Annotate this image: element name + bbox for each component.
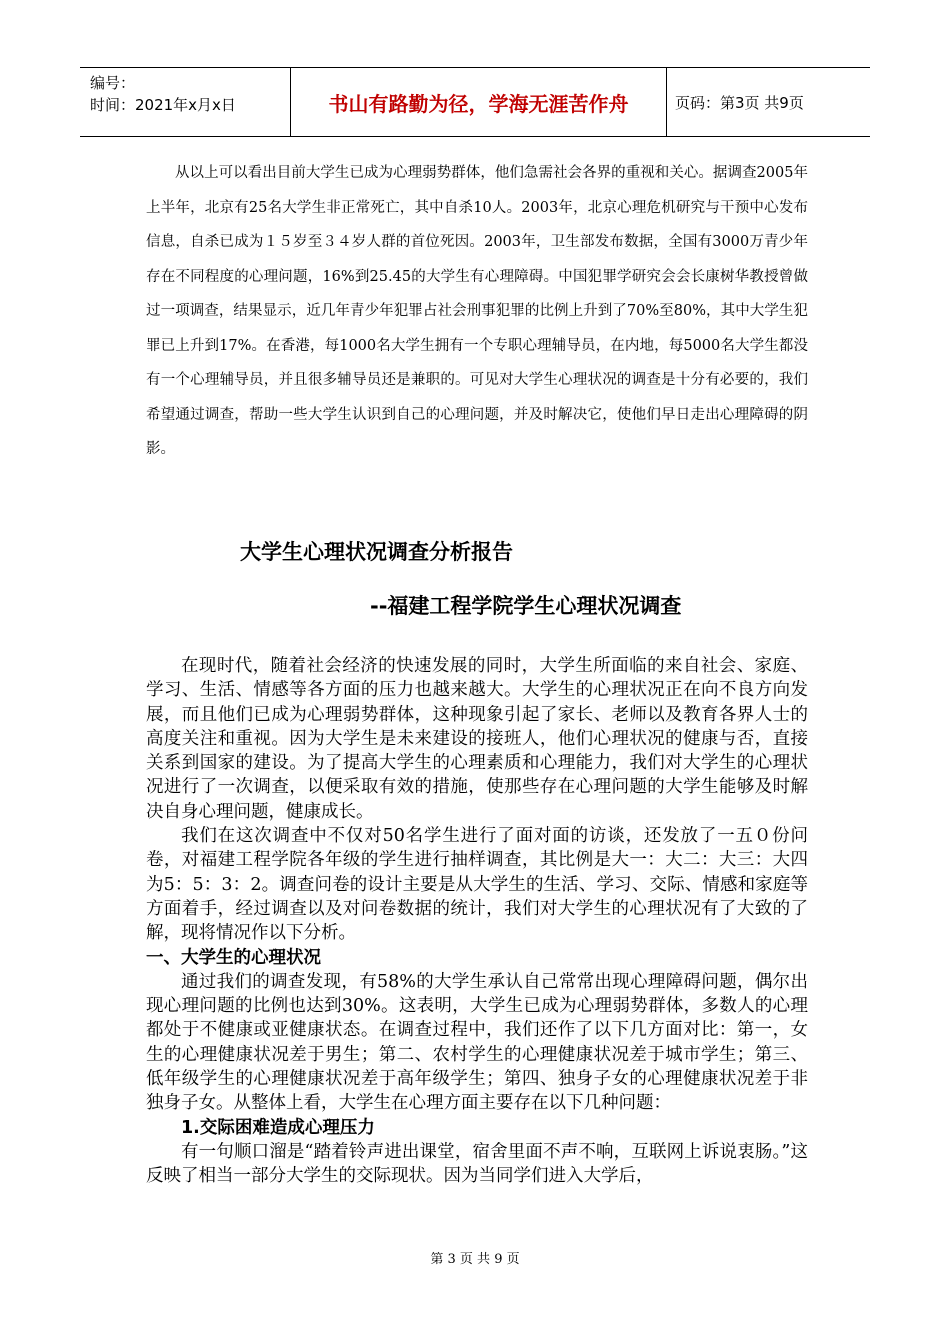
header-meta-cell — [80, 68, 291, 136]
document-date: 时间：2021年x月x日 — [90, 96, 236, 114]
document-number-label: 编号： — [90, 74, 136, 92]
section-1-paragraph: 通过我们的调查发现，有58%的大学生承认自己常常出现心理障碍问题，偶尔出现心理问题的比例也达到30%。这表明，大学生已成为心理弱势群体，多数人的心理都处于不健康或亚健康状态。在调查过程中，我们还作了以下几方面对比：第一，女生的心理健康状况差于男生；第二、农村学生的心理健康状况差于城市学生；第三、低年级学生的心理健康状况差于高年级学生；第四、独身子女的心理健康状况差于非独身子女。从整体上看，大学生在心理方面主要存在以下几种问题： — [146, 971, 808, 1114]
intro-section — [146, 156, 808, 467]
subsection-1-paragraph: 有一句顺口溜是“踏着铃声进出课堂，宿舍里面不声不响，互联网上诉说衷肠。”这反映了相当一部分大学生的交际现状。因为当同学们进入大学后， — [146, 1141, 808, 1187]
intro-paragraph: 从以上可以看出目前大学生已成为心理弱势群体，他们急需社会各界的重视和关心。据调查2005年上半年，北京有25名大学生非正常死亡，其中自杀10人。2003年，北京心理危机研究与干预中心发布信息，自杀已成为１５岁至３４岁人群的首位死因。2003年，卫生部发布数据，全国有3000万青少年存在不同程度的心理问题，16%到25.45的大学生有心理障碍。中国犯罪学研究会会长康树华教授曾做过一项调查，结果显示，近几年青少年犯罪占社会刑事犯罪的比例上升到了70%至80%，其中大学生犯罪已上升到17%。在香港，每1000名大学生拥有一个专职心理辅导员，在内地，每5000名大学生都没有一个心理辅导员，并且很多辅导员还是兼职的。可见对大学生心理状况的调查是十分有必要的，我们希望通过调查，帮助一些大学生认识到自己的心理问题，并及时解决它，使他们早日走出心理障碍的阴影。 — [146, 165, 808, 457]
page-footer — [0, 1248, 950, 1267]
report-body — [146, 654, 808, 1189]
page-header — [80, 67, 870, 137]
report-title: 大学生心理状况调查分析报告 — [240, 540, 513, 564]
report-subtitle: --福建工程学院学生心理状况调查 — [370, 594, 682, 618]
header-page-info: 页码：第3页 共9页 — [675, 93, 804, 112]
header-page-cell — [667, 68, 870, 136]
header-motto-cell — [291, 68, 667, 136]
header-motto: 书山有路勤为径，学海无涯苦作舟 — [328, 91, 629, 116]
section-heading-1: 一、大学生的心理状况 — [146, 947, 321, 968]
footer-page-number: 第 3 页 共 9 页 — [430, 1252, 520, 1267]
subsection-heading-1: 1.交际困难造成心理压力 — [181, 1117, 375, 1138]
body-paragraph-2: 我们在这次调查中不仅对50名学生进行了面对面的访谈，还发放了一五０份问卷，对福建工程学院各年级的学生进行抽样调查，其比例是大一：大二：大三：大四为5：5：3：2。调查问卷的设计主要是从大学生的生活、学习、交际、情感和家庭等方面着手，经过调查以及对问卷数据的统计，我们对大学生的心理状况有了大致的了解，现将情况作以下分析。 — [146, 826, 808, 944]
body-paragraph-1: 在现时代，随着社会经济的快速发展的同时，大学生所面临的来自社会、家庭、学习、生活、情感等各方面的压力也越来越大。大学生的心理状况正在向不良方向发展，而且他们已成为心理弱势群体，这种现象引起了家长、老师以及教育各界人士的高度关注和重视。因为大学生是未来建设的接班人，他们心理状况的健康与否，直接关系到国家的建设。为了提高大学生的心理素质和心理能力，我们对大学生的心理状况进行了一次调查，以便采取有效的措施，使那些存在心理问题的大学生能够及时解决自身心理问题，健康成长。 — [146, 656, 808, 822]
